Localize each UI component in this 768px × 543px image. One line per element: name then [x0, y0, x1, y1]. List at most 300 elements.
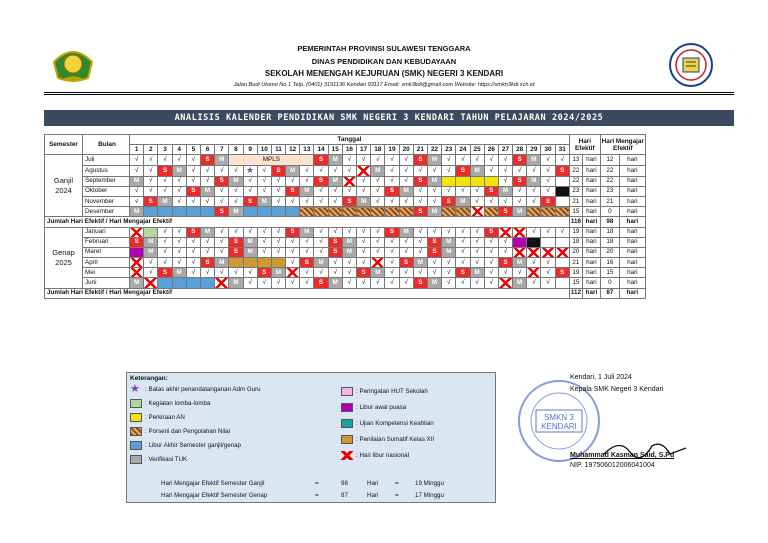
hari-efektif-value: 13	[569, 155, 582, 165]
hari-efektif-value: 22	[569, 165, 582, 176]
hari-efektif-unit: hari	[583, 247, 601, 257]
monday-marker-cell: M	[144, 247, 158, 257]
day-cell: √	[527, 186, 541, 196]
monday-marker-cell: M	[513, 278, 527, 288]
legend-label: : Porseni dan Pengolahan Nilai	[145, 428, 230, 436]
day-cell: √	[342, 155, 356, 165]
day-cell: √	[257, 176, 271, 186]
title-banner: ANALISIS KALENDER PENDIDIKAN SMK NEGERI 3 KENDARI TAHUN PELAJARAN 2024/2025	[44, 110, 734, 126]
summary-genap-eq2: =	[395, 492, 399, 499]
holiday-cell	[555, 247, 569, 257]
day-cell: √	[555, 227, 569, 237]
monday-marker-cell: M	[427, 155, 441, 165]
day-cell: √	[286, 258, 300, 268]
holiday-cell	[144, 278, 158, 288]
day-cell: √	[498, 247, 512, 257]
day-cell: √	[257, 247, 271, 257]
day-cell: √	[413, 247, 427, 257]
day-cell: √	[300, 165, 314, 176]
semester-break-cell	[257, 207, 271, 217]
day-cell: √	[498, 155, 512, 165]
monday-marker-cell: M	[243, 237, 257, 247]
day-cell: √	[271, 247, 285, 257]
day-cell: √	[257, 227, 271, 237]
monday-marker-cell: M	[300, 186, 314, 196]
sunday-cell: S	[186, 227, 200, 237]
an-cell	[456, 176, 470, 186]
hari-efektif-unit: hari	[583, 196, 601, 206]
day-cell: √	[342, 165, 356, 176]
day-cell: √	[470, 227, 484, 237]
semester-break-cell	[144, 207, 158, 217]
monday-marker-cell: M	[342, 247, 356, 257]
svg-text:SMKN 3: SMKN 3	[544, 413, 574, 422]
day-cell: √	[286, 247, 300, 257]
day-cell: √	[172, 186, 186, 196]
day-cell: √	[498, 237, 512, 247]
hari-efektif-unit: hari	[583, 268, 601, 278]
day-cell: √	[271, 176, 285, 186]
day-cell: √	[498, 176, 512, 186]
sunday-cell: S	[442, 196, 456, 206]
day-cell: √	[399, 247, 413, 257]
day-header: 21	[413, 145, 427, 155]
hari-efektif-value: 15	[569, 207, 582, 217]
monday-marker-cell: M	[215, 155, 229, 165]
competition-cell	[144, 227, 158, 237]
semester-year: 2024	[55, 185, 72, 195]
day-cell: √	[385, 176, 399, 186]
day-cell: √	[342, 268, 356, 278]
day-cell: √	[186, 196, 200, 206]
porseni-cell	[357, 207, 371, 217]
sunday-cell: S	[385, 186, 399, 196]
sunday-cell: S	[158, 165, 172, 176]
day-cell: √	[513, 268, 527, 278]
hari-mengajar-unit: hari	[619, 227, 645, 237]
hari-efektif-value: 21	[569, 258, 582, 268]
day-cell: √	[158, 258, 172, 268]
sunday-cell: S	[498, 207, 512, 217]
monday-marker-cell: M	[513, 258, 527, 268]
col-semester: Semester	[45, 135, 83, 155]
semester-break-cell	[172, 278, 186, 288]
total-row	[45, 217, 646, 227]
total-hari-mengajar: 98	[600, 217, 619, 227]
day-cell: √	[413, 165, 427, 176]
day-cell: √	[158, 186, 172, 196]
porseni-cell	[399, 207, 413, 217]
day-header: 1	[130, 145, 144, 155]
monday-marker-cell: M	[427, 207, 441, 217]
total-hari-efektif-unit: hari	[583, 217, 601, 227]
monday-marker-cell: M	[172, 165, 186, 176]
sunday-cell: S	[342, 196, 356, 206]
day-header: 13	[300, 145, 314, 155]
day-cell: √	[144, 186, 158, 196]
monday-marker-cell: M	[342, 237, 356, 247]
monday-marker-cell: M	[286, 165, 300, 176]
day-cell: √	[427, 258, 441, 268]
holiday-cell	[215, 278, 229, 288]
calendar-table	[44, 134, 646, 299]
legend-item	[341, 451, 409, 461]
monday-marker-cell: M	[498, 186, 512, 196]
day-header: 4	[172, 145, 186, 155]
legend-item	[341, 387, 428, 397]
semester-name: Ganjil	[53, 175, 74, 185]
sumatif-cell	[243, 258, 257, 268]
legend-box	[126, 372, 496, 503]
day-cell: √	[357, 278, 371, 288]
day-cell: √	[399, 237, 413, 247]
day-cell: √	[314, 186, 328, 196]
monday-marker-cell: M	[300, 227, 314, 237]
gray-swatch	[130, 455, 142, 464]
semester-break-cell	[172, 207, 186, 217]
sunday-cell: S	[144, 196, 158, 206]
day-cell: √	[215, 186, 229, 196]
porseni-cell	[541, 207, 555, 217]
sunday-cell: S	[427, 237, 441, 247]
day-cell: √	[385, 278, 399, 288]
day-cell: √	[271, 196, 285, 206]
day-cell: √	[427, 268, 441, 278]
day-cell: √	[399, 155, 413, 165]
day-header: 26	[484, 145, 498, 155]
hari-efektif-unit: hari	[583, 227, 601, 237]
day-cell: √	[271, 237, 285, 247]
monday-marker-cell: M	[427, 176, 441, 186]
sumatif-cell	[271, 258, 285, 268]
sunday-cell: S	[300, 258, 314, 268]
sunday-cell: S	[243, 196, 257, 206]
day-cell: √	[229, 196, 243, 206]
day-cell: √	[371, 227, 385, 237]
monday-marker-cell: M	[399, 186, 413, 196]
day-cell: √	[300, 176, 314, 186]
day-cell: √	[130, 186, 144, 196]
hari-efektif-value: 19	[569, 227, 582, 237]
summary-ganjil-eq2: =	[395, 480, 399, 487]
sunday-cell: S	[513, 176, 527, 186]
day-cell: √	[541, 258, 555, 268]
sunday-cell: S	[456, 268, 470, 278]
day-header: 3	[158, 145, 172, 155]
col-hari-mengajar: Hari Mengajar Efektif	[600, 135, 645, 155]
day-cell: √	[172, 176, 186, 186]
day-cell: √	[385, 196, 399, 206]
sunday-cell: S	[229, 247, 243, 257]
day-cell: √	[442, 268, 456, 278]
header-line2: DINAS PENDIDIKAN DAN KEBUDAYAAN	[311, 57, 457, 66]
day-cell: √	[342, 227, 356, 237]
porseni-cell	[527, 207, 541, 217]
day-cell: √	[442, 165, 456, 176]
header-address: Jalan Budi Utomo No.1 Telp. (0401) 3191136 Kendari 93117 Email: smk3kdi@gmail.com Website: https://smkn3kdi.sch.id	[233, 82, 535, 88]
day-cell: √	[243, 268, 257, 278]
day-cell: √	[442, 155, 456, 165]
day-cell: √	[385, 165, 399, 176]
sunday-cell: S	[314, 278, 328, 288]
month-row	[45, 258, 646, 268]
legend-item	[341, 435, 434, 445]
day-cell: √	[385, 258, 399, 268]
porseni-cell	[328, 207, 342, 217]
day-cell: √	[456, 258, 470, 268]
col-bulan: Bulan	[83, 135, 130, 155]
sunday-cell: S	[186, 186, 200, 196]
day-cell: √	[413, 186, 427, 196]
legend-item	[130, 399, 210, 409]
hari-mengajar-unit: hari	[619, 207, 645, 217]
day-cell: √	[328, 227, 342, 237]
day-cell: √	[342, 258, 356, 268]
red-cross-icon	[341, 451, 353, 460]
empty-day-cell	[555, 278, 569, 288]
sunday-cell: S	[385, 227, 399, 237]
day-cell: √	[357, 227, 371, 237]
day-cell: √	[215, 237, 229, 247]
hari-mengajar-value: 22	[600, 165, 619, 176]
holiday-cell	[286, 268, 300, 278]
day-cell: √	[144, 258, 158, 268]
total-hari-efektif: 116	[569, 217, 582, 227]
monday-marker-cell: M	[456, 196, 470, 206]
hari-mengajar-value: 20	[600, 247, 619, 257]
header-line1: PEMERINTAH PROVINSI SULAWESI TENGGARA	[297, 44, 471, 53]
hari-efektif-unit: hari	[583, 176, 601, 186]
day-cell: √	[172, 196, 186, 206]
hari-mengajar-value: 15	[600, 268, 619, 278]
day-cell: √	[186, 268, 200, 278]
day-cell: √	[442, 227, 456, 237]
hari-mengajar-value: 0	[600, 278, 619, 288]
hatch-swatch	[130, 427, 142, 436]
day-cell: √	[243, 227, 257, 237]
day-header: 8	[229, 145, 243, 155]
day-cell: √	[427, 165, 441, 176]
day-cell: √	[399, 278, 413, 288]
yellow-swatch	[130, 413, 142, 422]
day-header: 22	[427, 145, 441, 155]
day-cell: √	[257, 278, 271, 288]
day-header: 17	[357, 145, 371, 155]
day-cell: √	[300, 196, 314, 206]
day-cell: √	[442, 258, 456, 268]
month-name: Februari	[83, 237, 130, 247]
day-cell: √	[144, 268, 158, 278]
day-cell: √	[257, 165, 271, 176]
summary-ganjil	[127, 478, 495, 489]
day-cell: √	[257, 186, 271, 196]
header-divider	[44, 92, 734, 93]
purple-grid-swatch	[341, 403, 353, 412]
total-hari-mengajar-unit: hari	[619, 217, 645, 227]
hari-mengajar-unit: hari	[619, 155, 645, 165]
monday-marker-cell: M	[357, 196, 371, 206]
legend-title: Keterangan:	[130, 375, 168, 382]
day-header: 16	[342, 145, 356, 155]
summary-genap-days: 87	[341, 492, 348, 499]
summary-ganjil-days: 98	[341, 480, 348, 487]
porseni-cell	[314, 207, 328, 217]
legend-label: : Hari libur nasional	[356, 452, 409, 460]
sign-role: Kepala SMK Negeri 3 Kendari	[570, 386, 664, 393]
hari-mengajar-unit: hari	[619, 258, 645, 268]
an-cell	[470, 176, 484, 186]
holiday-cell	[527, 247, 541, 257]
fasting-cell	[513, 237, 527, 247]
monday-marker-cell: M	[172, 268, 186, 278]
month-name: Maret	[83, 247, 130, 257]
day-cell: √	[357, 155, 371, 165]
holiday-cell	[470, 207, 484, 217]
day-cell: √	[357, 186, 371, 196]
semester-name: Genap	[52, 247, 75, 257]
hari-efektif-value: 20	[569, 247, 582, 257]
semester-break-cell	[186, 207, 200, 217]
day-header: 11	[271, 145, 285, 155]
hari-efektif-value: 21	[569, 196, 582, 206]
month-name: Juni	[83, 278, 130, 288]
day-cell: √	[413, 196, 427, 206]
sunday-cell: S	[314, 155, 328, 165]
empty-day-cell	[555, 176, 569, 186]
day-cell: √	[484, 237, 498, 247]
day-cell: √	[158, 237, 172, 247]
sunday-cell: S	[314, 176, 328, 186]
day-cell: √	[456, 278, 470, 288]
day-header: 28	[513, 145, 527, 155]
sunday-cell: S	[541, 196, 555, 206]
day-cell: √	[300, 247, 314, 257]
day-cell: √	[413, 268, 427, 278]
day-cell: √	[314, 165, 328, 176]
day-cell: √	[427, 227, 441, 237]
empty-day-cell	[555, 237, 569, 247]
day-cell: √	[144, 176, 158, 186]
hari-efektif-unit: hari	[583, 165, 601, 176]
summary-ganjil-text: Hari Mengajar Efektif Semester Ganjil	[161, 480, 265, 487]
day-cell: √	[399, 176, 413, 186]
day-cell: √	[357, 237, 371, 247]
monday-marker-cell: M	[200, 186, 214, 196]
month-row	[45, 186, 646, 196]
holiday-cell	[130, 227, 144, 237]
month-row	[45, 278, 646, 288]
day-cell: √	[513, 165, 527, 176]
day-cell: √	[371, 247, 385, 257]
summary-ganjil-weeks: 19 Minggu	[415, 480, 444, 487]
day-cell: √	[385, 237, 399, 247]
day-cell: √	[413, 227, 427, 237]
day-header: 20	[399, 145, 413, 155]
day-cell: √	[527, 258, 541, 268]
legend-label: : Libur Akhir Semester ganjil/genap	[145, 442, 241, 450]
day-cell: √	[229, 227, 243, 237]
day-cell: √	[513, 196, 527, 206]
summary-genap-weeks: 17 Minggu	[415, 492, 444, 499]
sumatif-cell	[229, 258, 243, 268]
summary-genap	[127, 490, 495, 501]
total-label: Jumlah Hari Efektif / Hari Mengajar Efektif	[45, 288, 570, 298]
day-cell: √	[342, 278, 356, 288]
hari-efektif-unit: hari	[583, 237, 601, 247]
holiday-cell	[513, 247, 527, 257]
monday-marker-cell: M	[229, 207, 243, 217]
hari-mengajar-unit: hari	[619, 237, 645, 247]
day-cell: √	[357, 258, 371, 268]
legend-item	[341, 403, 406, 413]
semester-break-cell	[200, 207, 214, 217]
monday-marker-cell: M	[144, 237, 158, 247]
porseni-cell	[342, 207, 356, 217]
deadline-star-cell: ★	[243, 165, 257, 176]
day-cell: √	[186, 258, 200, 268]
header-divider-2	[44, 94, 734, 95]
day-cell: √	[442, 186, 456, 196]
day-cell: √	[215, 165, 229, 176]
day-cell: √	[470, 278, 484, 288]
legend-label: : Batas akhir penandatanganan Adm Guru	[145, 386, 261, 394]
sunday-cell: S	[286, 186, 300, 196]
hari-mengajar-value: 18	[600, 237, 619, 247]
porseni-cell	[456, 207, 470, 217]
day-cell: √	[314, 237, 328, 247]
sign-place-date: Kendari, 1 Juli 2024	[570, 374, 632, 381]
sunday-cell: S	[413, 278, 427, 288]
hari-efektif-value: 15	[569, 278, 582, 288]
day-cell: √	[371, 237, 385, 247]
month-name: November	[83, 196, 130, 206]
day-header: 2	[144, 145, 158, 155]
day-cell: √	[300, 278, 314, 288]
day-cell: √	[484, 258, 498, 268]
monday-marker-cell: M	[215, 258, 229, 268]
day-cell: √	[470, 247, 484, 257]
monday-marker-cell: M	[271, 268, 285, 278]
sunday-cell: S	[399, 258, 413, 268]
sunday-cell: S	[271, 165, 285, 176]
legend-item	[130, 427, 230, 437]
day-header: 18	[371, 145, 385, 155]
month-name: April	[83, 258, 130, 268]
hari-mengajar-value: 22	[600, 176, 619, 186]
monday-marker-cell: M	[371, 165, 385, 176]
day-cell: √	[257, 237, 271, 247]
total-hari-efektif: 112	[569, 288, 582, 298]
monday-marker-cell: M	[314, 258, 328, 268]
monday-marker-cell: M	[442, 237, 456, 247]
semester-cell	[45, 155, 83, 217]
day-cell: √	[498, 196, 512, 206]
day-cell: √	[456, 155, 470, 165]
day-cell: √	[172, 237, 186, 247]
hari-mengajar-value: 23	[600, 186, 619, 196]
porseni-cell	[442, 207, 456, 217]
legend-label: : Penilaian Sumatif Kelas XII	[356, 436, 435, 444]
semester-break-cell	[271, 207, 285, 217]
day-cell: √	[286, 237, 300, 247]
monday-marker-cell: M	[130, 176, 144, 186]
total-row	[45, 288, 646, 298]
legend-item	[130, 413, 185, 423]
day-cell: √	[215, 196, 229, 206]
monday-marker-cell: M	[527, 155, 541, 165]
hari-efektif-unit: hari	[583, 278, 601, 288]
day-cell: √	[541, 227, 555, 237]
